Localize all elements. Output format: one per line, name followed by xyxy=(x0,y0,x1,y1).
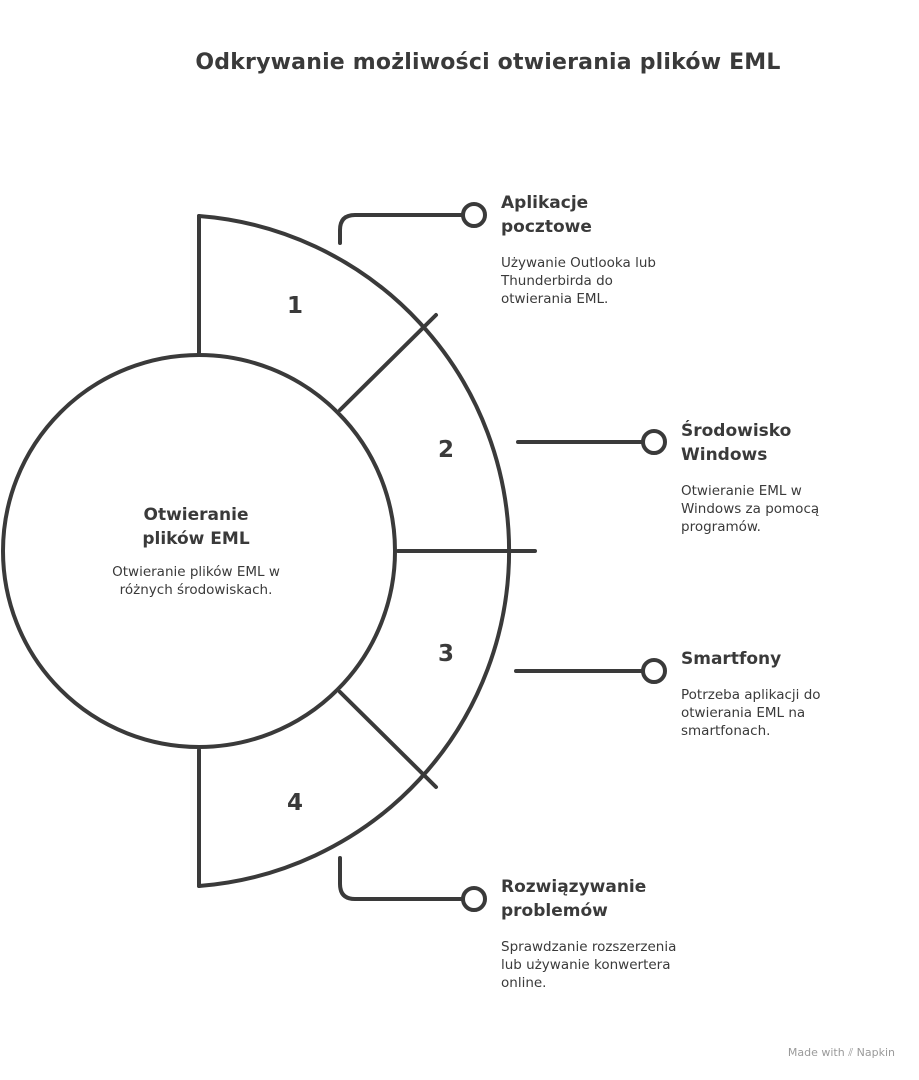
divider-3-4 xyxy=(340,692,436,787)
item-4-title-line1: Rozwiązywanie xyxy=(501,877,647,897)
item-2-title-line1: Środowisko xyxy=(681,421,792,441)
connector-4-dot-icon xyxy=(463,888,485,910)
item-1-title-line2: pocztowe xyxy=(501,217,592,237)
center-title-line1: Otwieranie xyxy=(143,505,249,525)
item-4-description: Sprawdzanie rozszerzenia lub używanie konwertera online. xyxy=(501,939,677,991)
divider-1-2 xyxy=(340,315,436,410)
center-description: Otwieranie plików EML w różnych środowiskach. xyxy=(112,564,280,598)
item-4-title-line2: problemów xyxy=(501,901,608,921)
connector-1-dot-icon xyxy=(463,204,485,226)
segment-3-number: 3 xyxy=(437,641,455,667)
item-3-description: Potrzeba aplikacji do otwierania EML na smartfonach. xyxy=(681,687,821,739)
napkin-brand-label: Napkin xyxy=(856,1046,895,1059)
item-3-title-line1: Smartfony xyxy=(681,649,782,669)
item-2-description: Otwieranie EML w Windows za pomocą programów. xyxy=(681,483,820,535)
segment-1-number: 1 xyxy=(286,293,304,319)
connector-1 xyxy=(340,215,463,243)
made-with-label: Made with xyxy=(787,1046,845,1059)
connector-3-dot-icon xyxy=(643,660,665,682)
napkin-logo-icon: ⫽ xyxy=(848,1046,854,1059)
item-1-title xyxy=(501,191,701,239)
item-2-title-line2: Windows xyxy=(681,445,768,465)
item-4-title xyxy=(501,875,701,923)
item-2-title xyxy=(681,419,881,467)
connector-2-dot-icon xyxy=(643,431,665,453)
center-circle xyxy=(3,355,395,747)
connector-4 xyxy=(340,858,463,899)
segment-2-number: 2 xyxy=(437,437,455,463)
item-1-description: Używanie Outlooka lub Thunderbirda do otwierania EML. xyxy=(501,255,656,307)
center-title-line2: plików EML xyxy=(142,529,250,549)
diagram-title: Odkrywanie możliwości otwierania plików EML xyxy=(195,50,781,75)
item-1-title-line1: Aplikacje xyxy=(501,193,589,213)
made-with-napkin-badge[interactable] xyxy=(788,1046,895,1060)
segment-4-number: 4 xyxy=(286,790,304,816)
center-title xyxy=(96,503,296,551)
item-3-title xyxy=(681,647,881,671)
